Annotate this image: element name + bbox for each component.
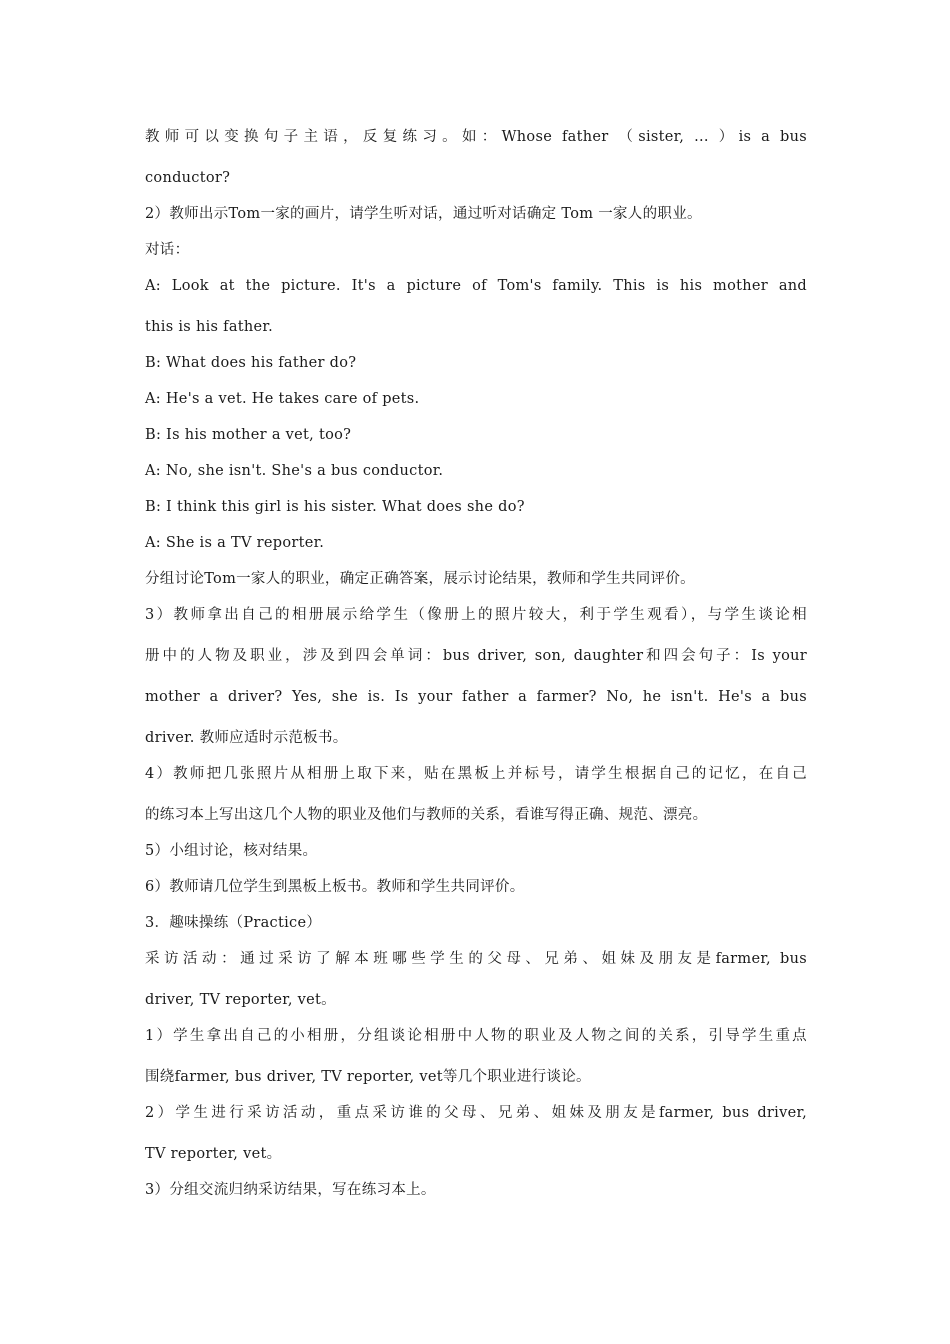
paragraph-line: 2）教师出示Tom一家的画片，请学生听对话，通过听对话确定 Tom 一家人的职业。 bbox=[145, 206, 702, 222]
dialogue-line: B: Is his mother a vet, too? bbox=[145, 427, 352, 443]
dialogue-line: A: She is a TV reporter. bbox=[145, 535, 325, 551]
dialogue-line: A: No, she isn't. She's a bus conductor. bbox=[145, 463, 444, 479]
paragraph-line: 5）小组讨论，核对结果。 bbox=[145, 843, 318, 859]
dialogue-line: B: What does his father do? bbox=[145, 355, 357, 371]
paragraph-line: 4）教师把几张照片从相册上取下来，贴在黑板上并标号，请学生根据自己的记忆，在自己 bbox=[145, 766, 807, 782]
paragraph-line: 3）分组交流归纳采访结果，写在练习本上。 bbox=[145, 1182, 436, 1198]
paragraph-line: 围绕farmer, bus driver, TV reporter, vet等几个职业进行谈论。 bbox=[145, 1069, 591, 1085]
paragraph-line: 1）学生拿出自己的小相册，分组谈论相册中人物的职业及人物之间的关系，引导学生重点 bbox=[145, 1028, 807, 1044]
section-heading: 3．趣味操练（Practice） bbox=[145, 915, 322, 931]
paragraph-line: 3）教师拿出自己的相册展示给学生（像册上的照片较大，利于学生观看），与学生谈论相 bbox=[145, 607, 807, 623]
paragraph-line: 教师可以变换句子主语，反复练习。如：Whose father （sister, ... ）is a bus bbox=[145, 129, 807, 145]
paragraph-line: driver, TV reporter, vet。 bbox=[145, 992, 336, 1008]
paragraph-line: 2）学生进行采访活动，重点采访谁的父母、兄弟、姐妹及朋友是farmer, bus driver, bbox=[145, 1105, 807, 1121]
paragraph-line: this is his father. bbox=[145, 319, 273, 335]
dialogue-line: A: He's a vet. He takes care of pets. bbox=[145, 391, 420, 407]
paragraph-line: 分组讨论Tom一家人的职业，确定正确答案，展示讨论结果，教师和学生共同评价。 bbox=[145, 571, 695, 587]
paragraph-line: TV reporter, vet。 bbox=[145, 1146, 282, 1162]
paragraph-line: 册中的人物及职业，涉及到四会单词：bus driver, son, daughter和四会句子：Is your bbox=[145, 648, 807, 664]
paragraph-line: mother a driver? Yes, she is. Is your father a farmer? No, he isn't. He's a bus bbox=[145, 689, 807, 705]
paragraph-line: 采访活动：通过采访了解本班哪些学生的父母、兄弟、姐妹及朋友是farmer, bus bbox=[145, 951, 807, 967]
paragraph-line: driver. 教师应适时示范板书。 bbox=[145, 730, 348, 746]
paragraph-line: A: Look at the picture. It's a picture of Tom's family. This is his mother and bbox=[145, 278, 807, 294]
paragraph-line: 对话： bbox=[145, 242, 190, 258]
paragraph-line: 6）教师请几位学生到黑板上板书。教师和学生共同评价。 bbox=[145, 879, 525, 895]
dialogue-line: B: I think this girl is his sister. What does she do? bbox=[145, 499, 525, 515]
paragraph-line: conductor? bbox=[145, 170, 231, 186]
paragraph-line: 的练习本上写出这几个人物的职业及他们与教师的关系，看谁写得正确、规范、漂亮。 bbox=[145, 807, 708, 823]
